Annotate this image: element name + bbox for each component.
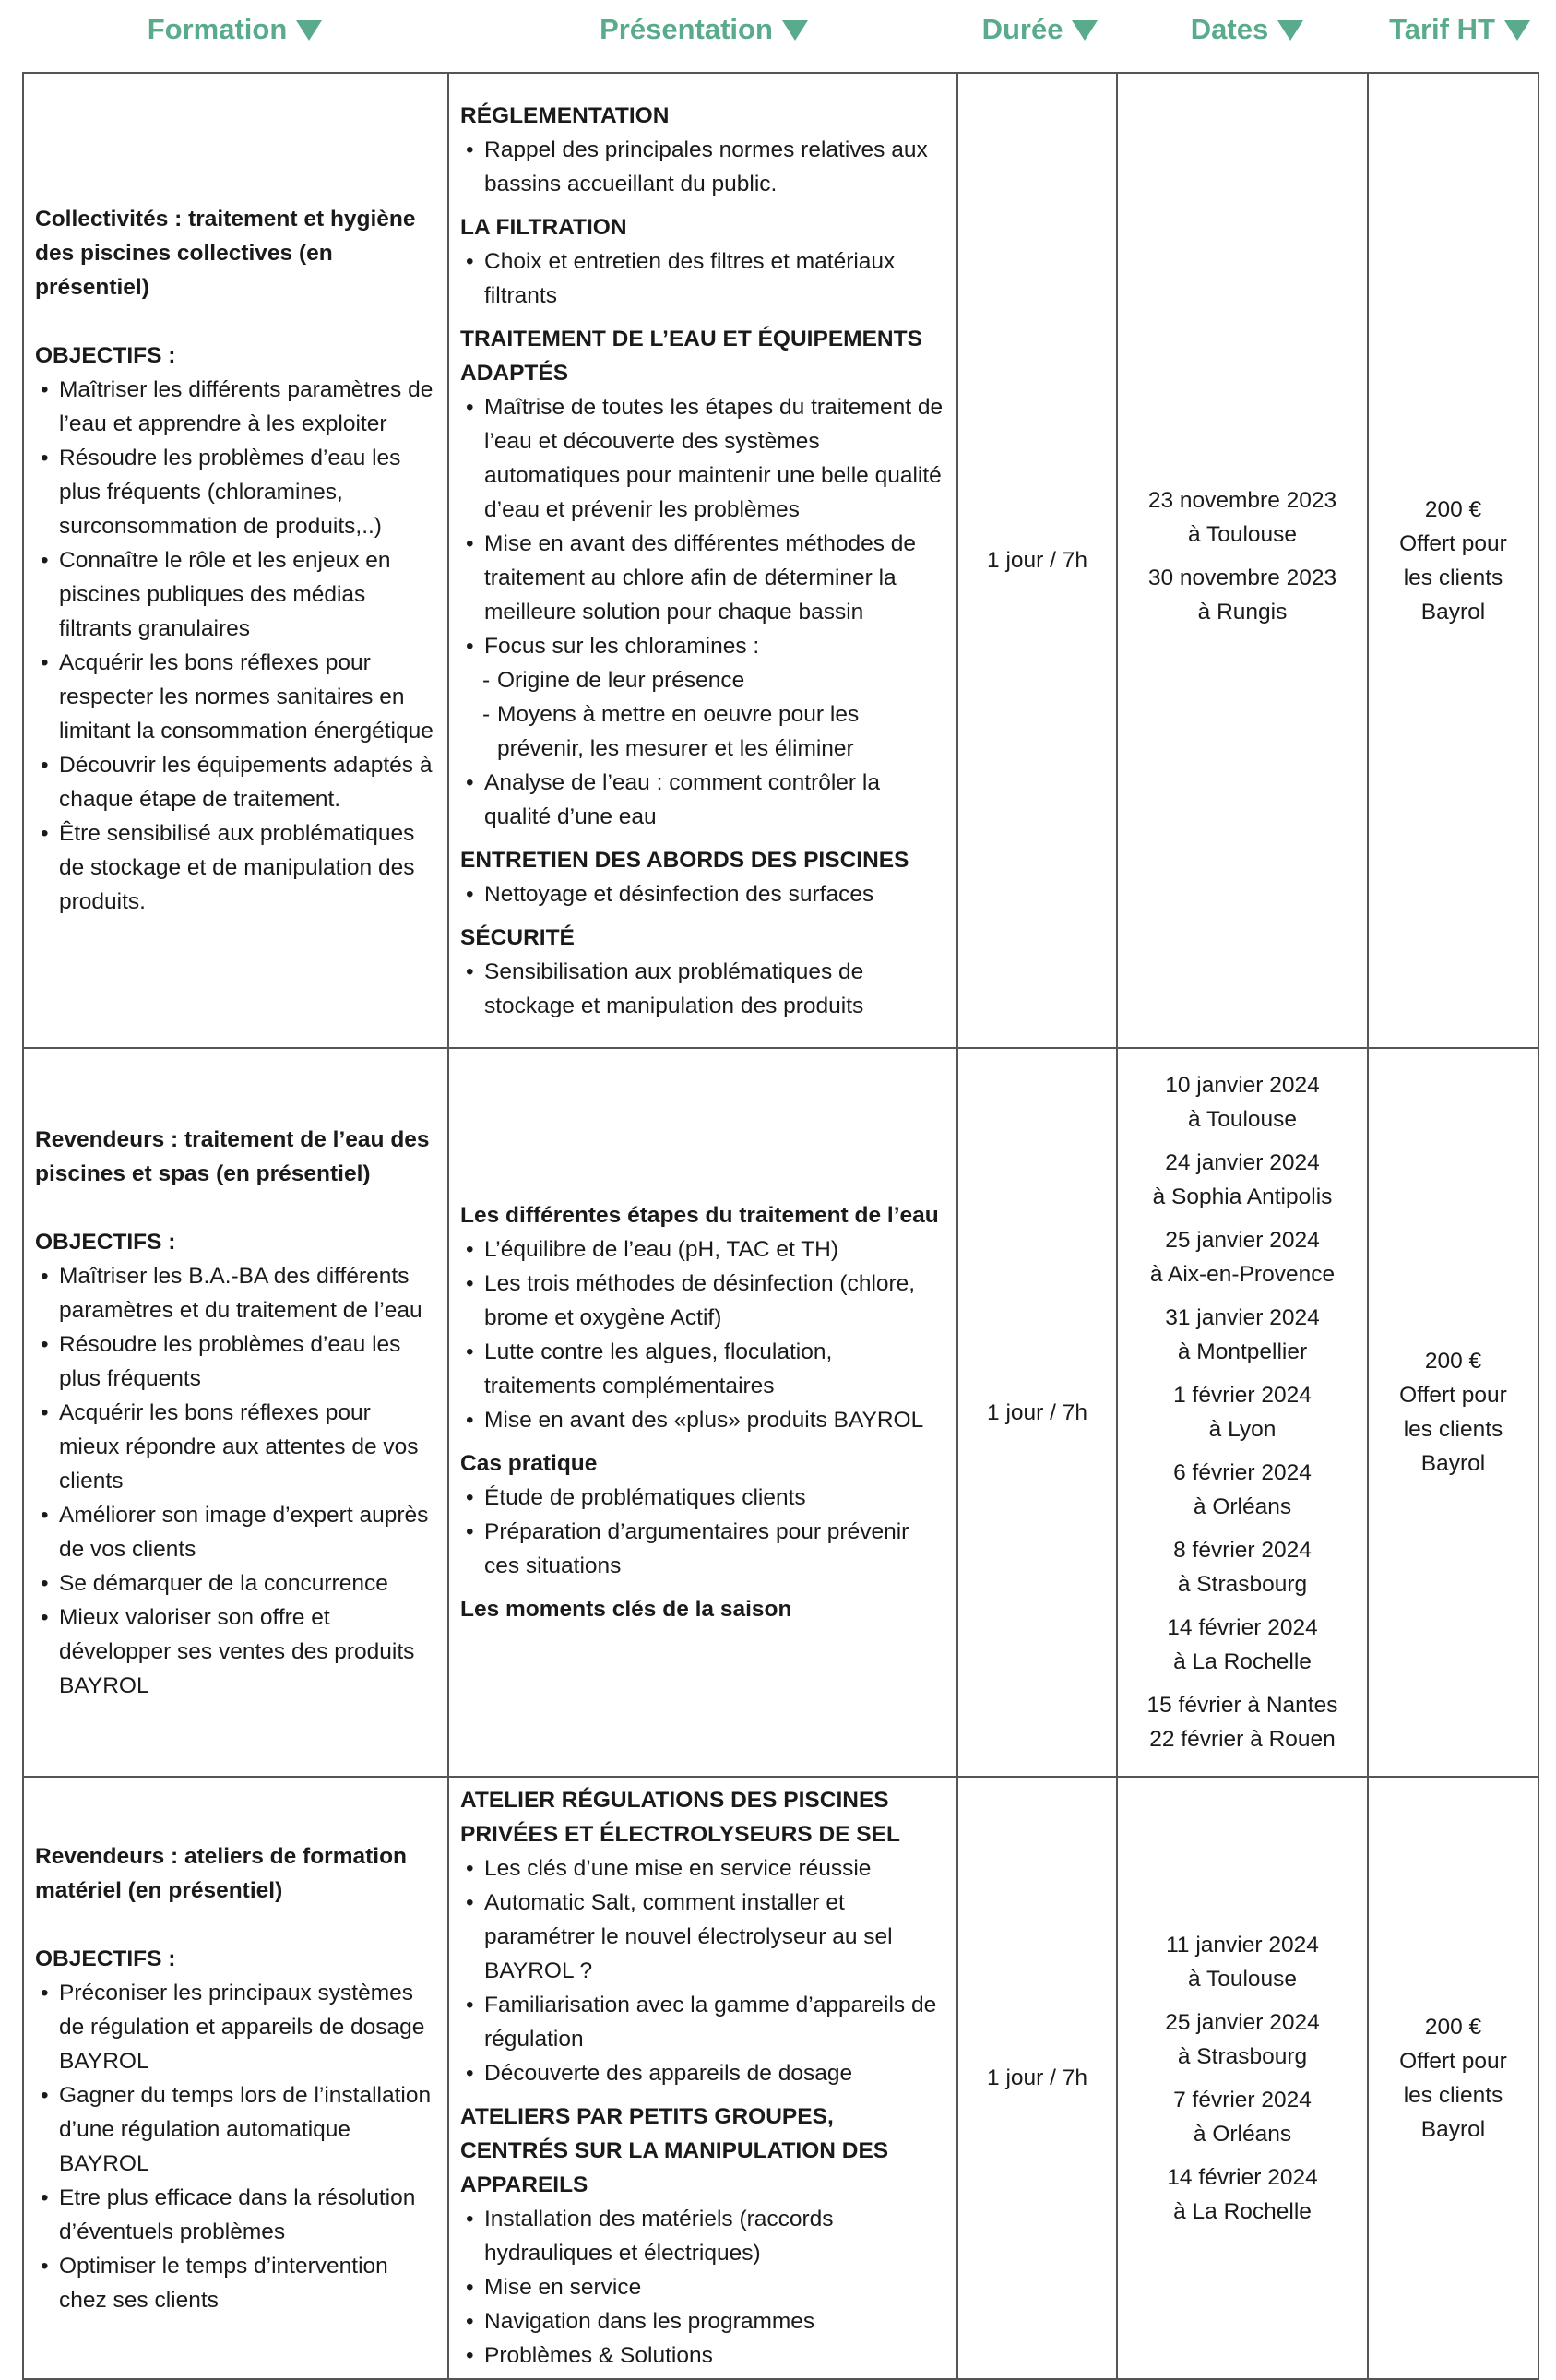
date-location: 22 février à Rouen [1149, 1727, 1336, 1752]
presentation-cell [448, 1048, 957, 1777]
date-entry [1118, 1456, 1367, 1524]
section-list [460, 1851, 947, 2090]
section-item: • Focus sur les chloramines : [460, 629, 947, 663]
tarif-cell [1368, 1777, 1538, 2379]
duree-value: 1 jour / 7h [987, 1399, 1087, 1425]
objectif-item: • Résoudre les problèmes d’eau les plus fréquents (chloramines, surconsommation de produits,..) [35, 441, 436, 543]
section-item: • Mise en avant des différentes méthodes de traitement au chlore afin de déterminer la meilleure solution pour chaque bassin [460, 527, 947, 629]
date-location: à Montpellier [1177, 1339, 1308, 1364]
date-value: 1 février 2024 [1173, 1383, 1312, 1408]
date-location: à Lyon [1208, 1417, 1277, 1442]
formation-title: Revendeurs : traitement de l’eau des piscines et spas (en présentiel) [35, 1126, 430, 1186]
date-entry [1118, 1146, 1367, 1214]
column-header-dates[interactable] [1122, 13, 1372, 46]
table-row [23, 73, 1538, 1048]
tarif-note: Offert pour les clients Bayrol [1399, 1383, 1507, 1476]
presentation-cell [448, 1777, 957, 2379]
table-row [23, 1777, 1538, 2379]
section-item: • Préparation d’argumentaires pour prévenir ces situations [460, 1515, 947, 1583]
date-entry [1118, 483, 1367, 552]
column-header-label: Présentation [600, 13, 773, 45]
section-heading: Les moments clés de la saison [460, 1597, 792, 1622]
date-location: à Strasbourg [1177, 1572, 1308, 1597]
date-value: 6 février 2024 [1173, 1460, 1312, 1485]
sub-item-text: Moyens à mettre en oeuvre pour les prévenir, les mesurer et les éliminer [497, 701, 860, 761]
date-entry [1118, 1928, 1367, 1996]
section-item: • Familiarisation avec la gamme d’appareils de régulation [460, 1988, 947, 2056]
sub-item: - Moyens à mettre en oeuvre pour les prévenir, les mesurer et les éliminer [482, 701, 860, 761]
dates-cell [1117, 1048, 1368, 1777]
objectifs-list [35, 1259, 436, 1703]
date-value: 15 février à Nantes [1146, 1693, 1338, 1718]
date-location: à Toulouse [1187, 521, 1298, 547]
objectif-item: • Être sensibilisé aux problématiques de stockage et de manipulation des produits. [35, 816, 436, 919]
section-list [460, 766, 947, 834]
objectif-item: • Se démarquer de la concurrence [35, 1566, 436, 1601]
section-item: • Sensibilisation aux problématiques de stockage et manipulation des produits [460, 955, 947, 1023]
objectif-item: • Résoudre les problèmes d’eau les plus fréquents [35, 1327, 436, 1396]
objectif-item: • Gagner du temps lors de l’installation d’une régulation automatique BAYROL [35, 2078, 436, 2181]
section-heading: ATELIER RÉGULATIONS DES PISCINES PRIVÉES ET ÉLECTROLYSEURS DE SEL [460, 1788, 900, 1847]
date-entry [1118, 2160, 1367, 2229]
date-value: 23 novembre 2023 [1147, 487, 1337, 513]
training-table [22, 72, 1539, 2380]
section-heading: TRAITEMENT DE L’EAU ET ÉQUIPEMENTS ADAPTÉS [460, 326, 922, 386]
formation-title: Collectivités : traitement et hygiène des piscines collectives (en présentiel) [35, 207, 416, 300]
date-location: à Sophia Antipolis [1152, 1184, 1333, 1209]
section-item: • Analyse de l’eau : comment contrôler la qualité d’une eau [460, 766, 947, 834]
duree-cell [957, 1777, 1117, 2379]
table-row [23, 1048, 1538, 1777]
presentation-cell [448, 73, 957, 1048]
column-header-label: Durée [981, 13, 1063, 45]
date-value: 14 février 2024 [1167, 1615, 1318, 1640]
section-heading: ENTRETIEN DES ABORDS DES PISCINES [460, 847, 909, 873]
date-entry [1118, 1611, 1367, 1679]
date-entry [1118, 1688, 1367, 1756]
objectif-item: • Préconiser les principaux systèmes de régulation et appareils de dosage BAYROL [35, 1976, 436, 2078]
date-location: à La Rochelle [1173, 2198, 1312, 2224]
section-item: • Les clés d’une mise en service réussie [460, 1851, 947, 1886]
objectif-item: • Acquérir les bons réflexes pour respecter les normes sanitaires en limitant la consommation énergétique [35, 646, 436, 748]
date-location: à Rungis [1197, 599, 1288, 625]
date-location: à Aix-en-Provence [1149, 1262, 1336, 1287]
section-list [460, 955, 947, 1023]
section-list [460, 877, 947, 911]
objectifs-list [35, 373, 436, 919]
objectifs-list [35, 1976, 436, 2317]
date-location: à Orléans [1193, 1494, 1292, 1519]
dates-cell [1117, 73, 1368, 1048]
date-value: 8 février 2024 [1173, 1538, 1312, 1563]
duree-cell [957, 1048, 1117, 1777]
date-value: 31 janvier 2024 [1165, 1305, 1320, 1330]
date-entry [1118, 1378, 1367, 1446]
date-entry [1118, 1223, 1367, 1291]
dates-cell [1117, 1777, 1368, 2379]
objectif-item: • Maîtriser les B.A.-BA des différents paramètres et du traitement de l’eau [35, 1259, 436, 1327]
triangle-down-icon [782, 20, 808, 41]
section-item: • Les trois méthodes de désinfection (chlore, brome et oxygène Actif) [460, 1267, 947, 1335]
sub-item-text: Origine de leur présence [497, 667, 745, 693]
date-value: 25 janvier 2024 [1165, 1228, 1320, 1253]
triangle-down-icon [1504, 20, 1530, 41]
section-item: • Navigation dans les programmes [460, 2304, 947, 2338]
duree-value: 1 jour / 7h [987, 2065, 1087, 2090]
objectifs-label: OBJECTIFS : [35, 343, 176, 368]
objectif-item: • Connaître le rôle et les enjeux en piscines publiques des médias filtrants granulaires [35, 543, 436, 646]
date-location: à Toulouse [1187, 1966, 1298, 1992]
objectif-item: • Etre plus efficace dans la résolution d’éventuels problèmes [35, 2181, 436, 2249]
date-value: 25 janvier 2024 [1165, 2009, 1320, 2035]
objectif-item: • Mieux valoriser son offre et développer ses ventes des produits BAYROL [35, 1601, 436, 1703]
objectif-item: • Découvrir les équipements adaptés à chaque étape de traitement. [35, 748, 436, 816]
section-list [460, 390, 947, 663]
section-item: • Problèmes & Solutions [460, 2338, 947, 2373]
tarif-cell [1368, 1048, 1538, 1777]
objectifs-label: OBJECTIFS : [35, 1229, 176, 1255]
date-entry [1118, 1301, 1367, 1369]
section-list [460, 1232, 947, 1437]
date-entry [1118, 2083, 1367, 2151]
tarif-note: Offert pour les clients Bayrol [1399, 2048, 1507, 2142]
date-entry [1118, 2005, 1367, 2074]
section-heading: ATELIERS PAR PETITS GROUPES, CENTRÉS SUR LA MANIPULATION DES APPAREILS [460, 2104, 889, 2197]
triangle-down-icon [296, 20, 322, 41]
date-value: 30 novembre 2023 [1147, 565, 1337, 590]
triangle-down-icon [1277, 20, 1303, 41]
duree-cell [957, 73, 1117, 1048]
section-item: • Lutte contre les algues, floculation, traitements complémentaires [460, 1335, 947, 1403]
tarif-price: 200 € [1424, 2014, 1482, 2040]
table-header [22, 0, 1538, 70]
date-value: 11 janvier 2024 [1166, 1932, 1319, 1958]
duree-value: 1 jour / 7h [987, 548, 1087, 573]
date-value: 14 février 2024 [1167, 2164, 1318, 2190]
section-heading: SÉCURITÉ [460, 924, 575, 950]
triangle-down-icon [1072, 20, 1098, 41]
column-header-tarif[interactable] [1374, 13, 1545, 46]
column-header-presentation[interactable] [449, 13, 958, 46]
formation-cell [23, 73, 448, 1048]
objectif-item: • Maîtriser les différents paramètres de l’eau et apprendre à les exploiter [35, 373, 436, 441]
date-value: 24 janvier 2024 [1165, 1150, 1320, 1175]
section-heading: Les différentes étapes du traitement de l’eau [460, 1203, 939, 1228]
objectifs-label: OBJECTIFS : [35, 1946, 176, 1971]
section-item: • Installation des matériels (raccords hydrauliques et électriques) [460, 2202, 947, 2270]
column-header-formation[interactable] [22, 13, 447, 46]
tarif-cell [1368, 73, 1538, 1048]
date-location: à Strasbourg [1177, 2043, 1308, 2069]
section-heading: Cas pratique [460, 1451, 598, 1476]
objectif-item: • Acquérir les bons réflexes pour mieux répondre aux attentes de vos clients [35, 1396, 436, 1498]
section-list [460, 133, 947, 201]
section-heading: RÉGLEMENTATION [460, 102, 670, 128]
section-item: • Étude de problématiques clients [460, 1481, 947, 1515]
formation-cell [23, 1777, 448, 2379]
sub-item: - Origine de leur présence [482, 667, 745, 693]
section-item: • Découverte des appareils de dosage [460, 2056, 947, 2090]
section-item: • Rappel des principales normes relatives aux bassins accueillant du public. [460, 133, 947, 201]
date-location: à Toulouse [1187, 1107, 1298, 1132]
date-entry [1118, 1533, 1367, 1601]
column-header-label: Dates [1190, 13, 1269, 45]
column-header-duree[interactable] [960, 13, 1120, 46]
formation-title: Revendeurs : ateliers de formation matériel (en présentiel) [35, 1843, 408, 1903]
date-entry [1118, 561, 1367, 629]
section-item: • Maîtrise de toutes les étapes du traitement de l’eau et découverte des systèmes automatiques pour maintenir une belle qualité d’eau et prévenir les problèmes [460, 390, 947, 527]
section-item: • Mise en service [460, 2270, 947, 2304]
formation-cell [23, 1048, 448, 1777]
date-entry [1118, 1068, 1367, 1136]
date-value: 10 janvier 2024 [1165, 1073, 1320, 1098]
column-header-label: Formation [147, 13, 288, 45]
section-item: • Nettoyage et désinfection des surfaces [460, 877, 947, 911]
objectif-item: • Améliorer son image d’expert auprès de vos clients [35, 1498, 436, 1566]
section-list [460, 244, 947, 313]
section-list [460, 2202, 947, 2373]
section-heading: LA FILTRATION [460, 214, 627, 240]
section-item: • L’équilibre de l’eau (pH, TAC et TH) [460, 1232, 947, 1267]
objectif-item: • Optimiser le temps d’intervention chez ses clients [35, 2249, 436, 2317]
date-value: 7 février 2024 [1173, 2087, 1312, 2112]
date-location: à La Rochelle [1173, 1649, 1312, 1674]
date-location: à Orléans [1193, 2121, 1292, 2147]
section-item: • Mise en avant des «plus» produits BAYROL [460, 1403, 947, 1437]
section-item: • Choix et entretien des filtres et matériaux filtrants [460, 244, 947, 313]
tarif-note: Offert pour les clients Bayrol [1399, 530, 1507, 625]
tarif-price: 200 € [1424, 1349, 1482, 1374]
column-header-label: Tarif HT [1389, 13, 1495, 45]
section-item: • Automatic Salt, comment installer et paramétrer le nouvel électrolyseur au sel BAYROL ? [460, 1886, 947, 1988]
tarif-price: 200 € [1424, 496, 1482, 522]
section-list [460, 1481, 947, 1583]
